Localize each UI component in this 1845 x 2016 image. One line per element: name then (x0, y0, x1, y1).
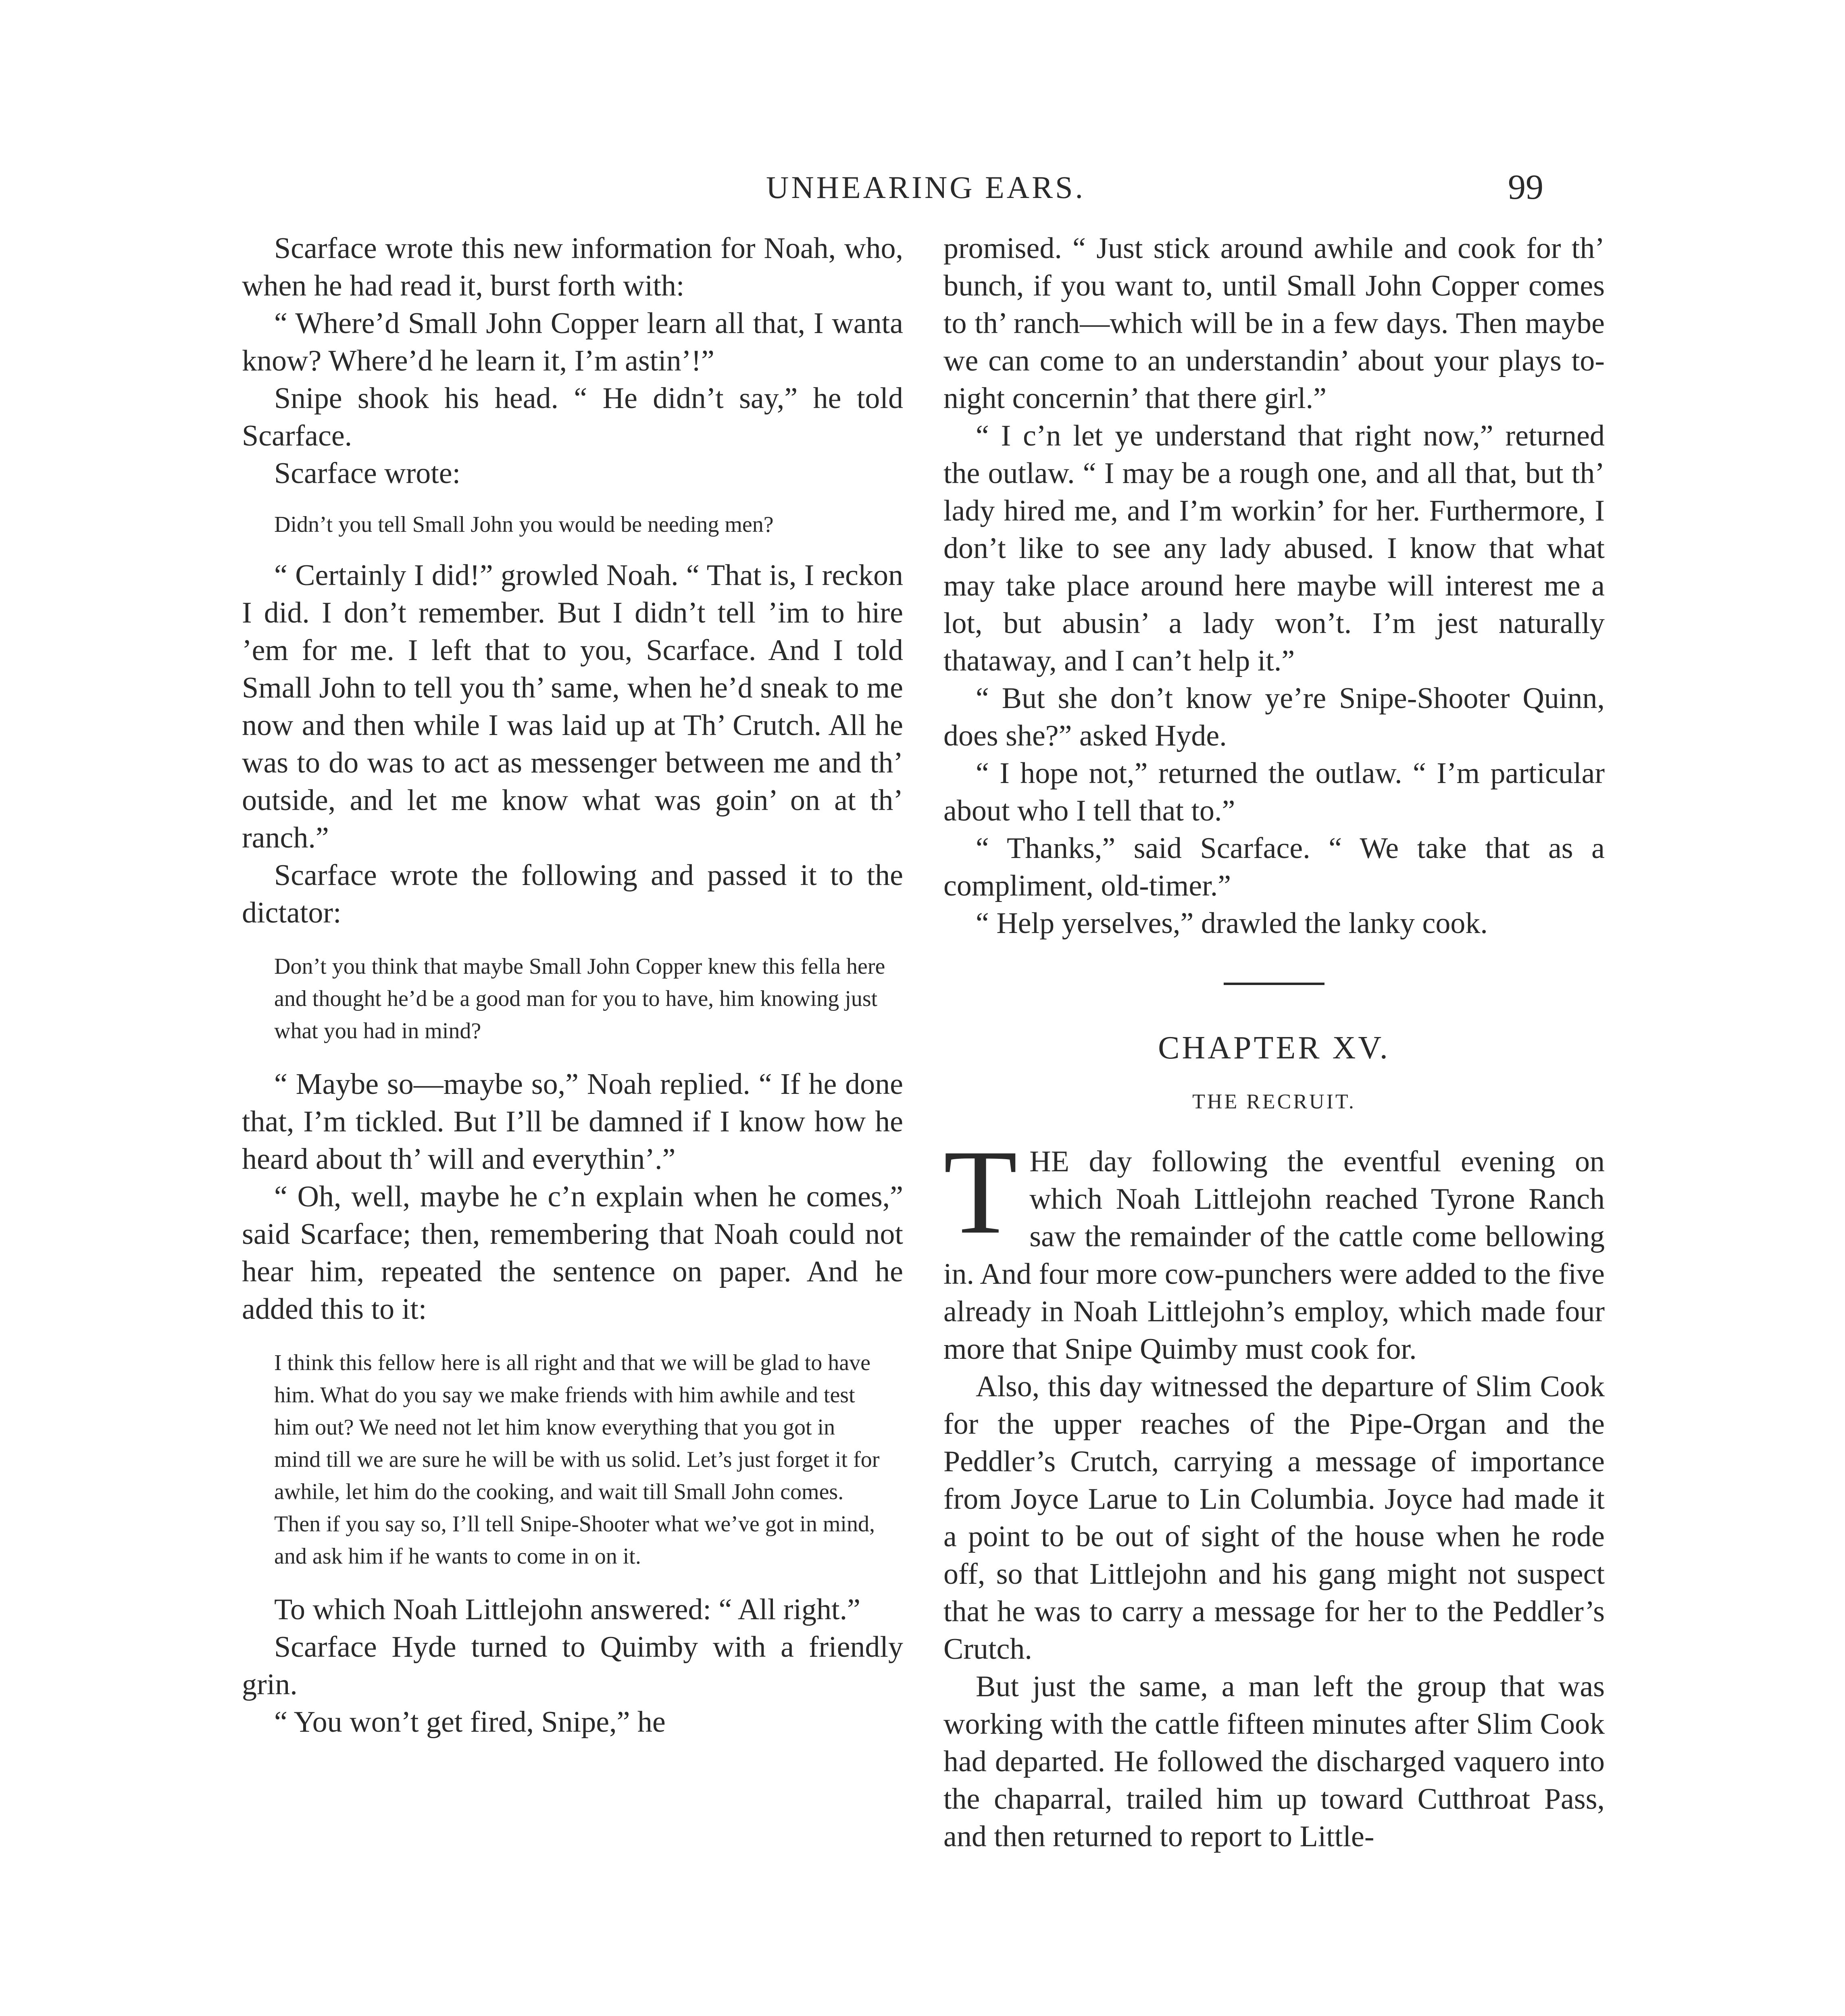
chapter-title: CHAPTER XV. (1158, 1030, 1390, 1066)
paragraph: “ Oh, well, maybe he c’n explain when he comes,” said Scarface; then, remembering that Noah could not hear him, repeated the sentence on paper. And he added this to it: (242, 1180, 903, 1326)
running-title: UNHEARING EARS. (766, 170, 1085, 205)
paragraph: Scarface wrote the following and passed it to the dictator: (242, 859, 903, 929)
paragraph: Also, this day witnessed the departure of Slim Cook for the upper reaches of the Pipe-Organ and the Peddler’s Crutch, carrying a message of importance from Joyce Larue to Lin Columbia. Joyce had made it a point to be out of sight of the house when he rode off, so that Littlejohn and his gang might not suspect that he was to carry a message for her to the Peddler’s Crutch. (943, 1370, 1605, 1666)
paragraph: “ Help yerselves,” drawled the lanky cook. (976, 907, 1488, 940)
paragraph: “ I hope not,” returned the outlaw. “ I’m particular about who I tell that to.” (943, 757, 1605, 827)
paragraph: “ Maybe so—maybe so,” Noah replied. “ If he done that, I’m tickled. But I’ll be damned if I know how he heard about th’ will and everythin’.” (242, 1068, 903, 1176)
paragraph: “ I c’n let ye understand that right now,” returned the outlaw. “ I may be a rough one, and all that, but th’ lady hired me, and I’m workin’ for her. Furthermore, I don’t like to see any lady abused. I know that what may take place around here maybe will interest me a lot, but abusin’ a lady won’t. I’m jest naturally thataway, and I can’t help it.” (943, 419, 1605, 677)
paragraph: To which Noah Littlejohn answered: “ All right.” (274, 1593, 860, 1626)
paragraph: Scarface wrote: (274, 457, 461, 490)
right-column (943, 230, 1605, 1856)
written-note: Didn’t you tell Small John you would be needing men? (274, 512, 774, 537)
paragraph: “ Certainly I did!” growled Noah. “ That is, I reckon I did. I don’t remember. But I didn’t tell ’im to hire ’em for me. I left that to you, Scarface. And I told Small John to tell you th’ same, when he’d sneak to me now and then while I was laid up at Th’ Crutch. All he was to do was to act as messenger between me and th’ outside, and let me know what was goin’ on at th’ ranch.” (242, 559, 903, 854)
chapter-opening-paragraph (943, 1125, 1605, 1368)
chapter-subtitle: THE RECRUIT. (1192, 1090, 1356, 1113)
paragraph: “ Thanks,” said Scarface. “ We take that as a compliment, old-timer.” (943, 832, 1605, 902)
paragraph: “ You won’t get fired, Snipe,” he (274, 1706, 666, 1739)
paragraph: Scarface Hyde turned to Quimby with a friendly grin. (242, 1631, 903, 1701)
written-note: I think this fellow here is all right and that we will be glad to have him. What do you say we make friends with him awhile and test him out? We need not let him know everything that you got in mind till we are sure he will be with us solid. Let’s just forget it for awhile, let him do the cooking, and wait till Small John comes. Then if you say so, I’ll tell Snipe-Shooter what we’ve got in mind, and ask him if he wants to come in on it. (274, 1350, 880, 1569)
paragraph: “ But she don’t know ye’re Snipe-Shooter Quinn, does she?” asked Hyde. (943, 682, 1605, 752)
paragraph: “ Where’d Small John Copper learn all that, I wanta know? Where’d he learn it, I’m astin’!” (242, 307, 903, 377)
paragraph: But just the same, a man left the group that was working with the cattle fifteen minutes after Slim Cook had departed. He followed the discharged vaquero into the chaparral, trailed him up toward Cutthroat Pass, and then returned to report to Little- (943, 1670, 1605, 1853)
paragraph: promised. “ Just stick around awhile and cook for th’ bunch, if you want to, until Small John Copper comes to th’ ranch—which will be in a few days. Then maybe we can come to an understandin’ about your plays to-night concernin’ that there girl.” (943, 232, 1605, 415)
page-number: 99 (1508, 168, 1543, 207)
left-column (242, 230, 903, 1741)
paragraph: Scarface wrote this new information for Noah, who, when he had read it, burst forth with: (242, 232, 903, 302)
written-note: Don’t you think that maybe Small John Copper knew this fella here and thought he’d be a good man for you to have, him knowing just what you had in mind? (274, 954, 885, 1043)
paragraph: Snipe shook his head. “ He didn’t say,” he told Scarface. (242, 382, 903, 452)
drop-cap: T (943, 1125, 1018, 1259)
page-header (0, 169, 1845, 218)
section-divider (1224, 983, 1324, 985)
paragraph-text: HE day following the eventful evening on which Noah Littlejohn reached Tyrone Ranch saw the remainder of the cattle come bellowing in. And four more cow-punchers were added to the five already in Noah Littlejohn’s employ, which made four more that Snipe Quimby must cook for. (943, 1145, 1605, 1366)
